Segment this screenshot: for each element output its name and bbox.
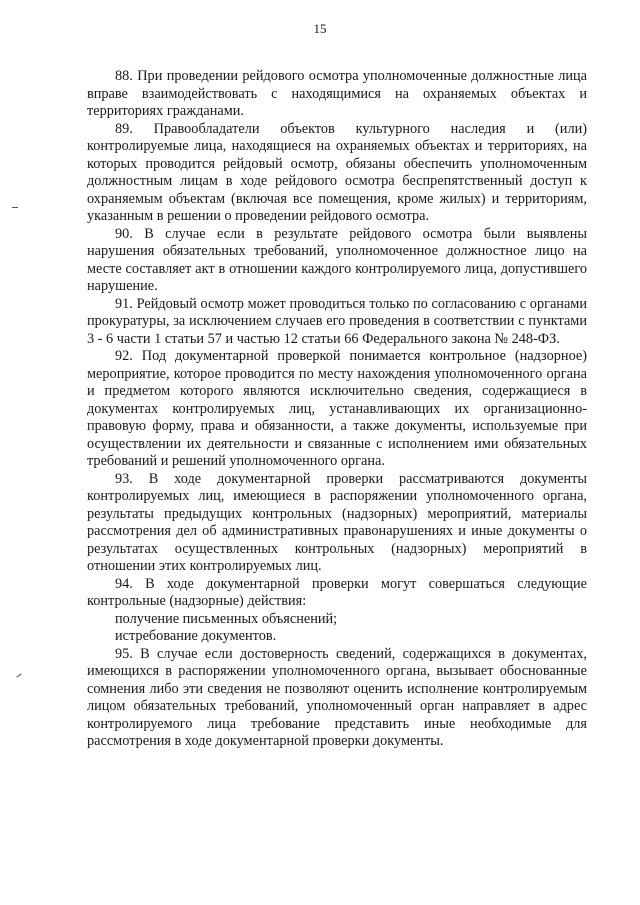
paragraph-90: 90. В случае если в результате рейдового осмотра были выявлены нарушения обязательных требований, уполномоченное должностное лицо на месте составляет акт в отношении каждого контролируемого лица, допустившего нарушение. <box>87 225 587 294</box>
paragraph-92: 92. Под документарной проверкой понимается контрольное (надзорное) мероприятие, которое проводится по месту нахождения уполномоченного органа и предметом которого являются исключительно сведения, содержащиеся в документах контролируемых лиц, устанавливающих их организационно-правовую форму, права и обязанности, а также документы, используемые при осуществлении их деятельности и связанные с исполнением ими обязательных требований и решений уполномоченного органа. <box>87 348 587 469</box>
paragraph-88: 88. При проведении рейдового осмотра уполномоченные должностные лица вправе взаимодействовать с находящимися на охраняемых объектах и территориях гражданами. <box>87 68 587 119</box>
paragraph-94: 94. В ходе документарной проверки могут совершаться следующие контрольные (надзорные) действия: <box>87 575 587 609</box>
page-number: 15 <box>313 21 327 36</box>
margin-tick-mark <box>12 207 18 208</box>
list-item-explanations: получение письменных объяснений; <box>115 610 338 627</box>
paragraph-89: 89. Правообладатели объектов культурного наследия и (или) контролируемые лица, находящиеся на охраняемых объектах и территориях, на которых проводится рейдовый осмотр, обязаны обеспечить уполномоченным должностным лицам в ходе рейдового осмотра беспрепятственный доступ к охраняемым объектам (включая все помещения, кроме жилых) и территориям, указанным в решении о проведении рейдового осмотра. <box>87 120 587 224</box>
paragraph-91: 91. Рейдовый осмотр может проводиться только по согласованию с органами прокуратуры, за исключением случаев его проведения в соответствии с пунктами 3 - 6 части 1 статьи 57 и частью 12 статьи 66 Федерального закона № 248-ФЗ. <box>87 295 587 347</box>
margin-tick-mark <box>16 673 21 677</box>
document-body <box>87 68 587 751</box>
paragraph-95: 95. В случае если достоверность сведений, содержащихся в документах, имеющихся в распоряжении уполномоченного органа, вызывает обоснованные сомнения либо эти сведения не позволяют оценить исполнение контролируемым лицом обязательных требований, уполномоченный орган направляет в адрес контролируемого лица требование представить иные необходимые для рассмотрения в ходе документарной проверки документы. <box>87 645 587 749</box>
paragraph-93: 93. В ходе документарной проверки рассматриваются документы контролируемых лиц, имеющиеся в распоряжении уполномоченного органа, результаты предыдущих контрольных (надзорных) мероприятий, материалы рассмотрения дел об административных правонарушениях и иные документы о результатах осуществленных контрольных (надзорных) мероприятий в отношении этих контролируемых лиц. <box>87 470 587 574</box>
list-item-documents: истребование документов. <box>115 628 277 644</box>
